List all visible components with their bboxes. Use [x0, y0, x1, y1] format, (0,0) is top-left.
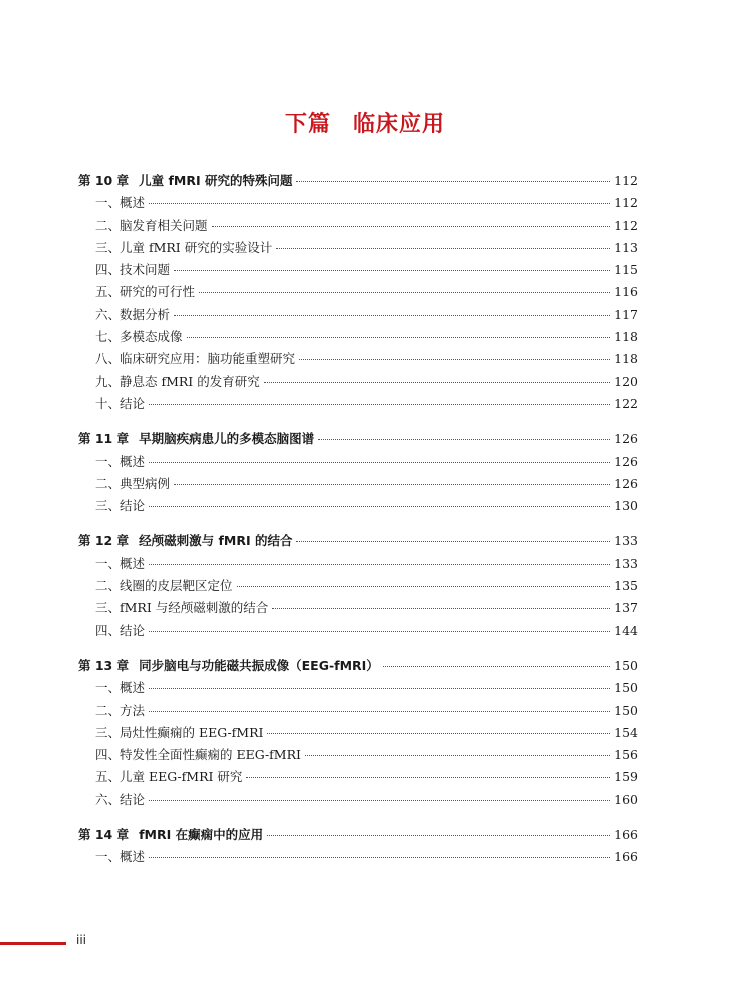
section-entry[interactable] — [78, 259, 638, 281]
chapter-page: 166 — [614, 827, 638, 843]
chapter-number: 第 14 章 — [78, 827, 130, 843]
chapter-entry[interactable] — [78, 655, 638, 677]
dot-leader — [149, 857, 610, 858]
section-title: 五、研究的可行性 — [95, 284, 196, 300]
dot-leader — [149, 404, 610, 405]
footer-page-number: iii — [76, 933, 87, 947]
section-entry[interactable] — [78, 237, 638, 259]
chapter-block — [78, 530, 638, 641]
section-page: 144 — [614, 622, 638, 638]
chapter-number: 第 11 章 — [78, 431, 130, 447]
section-entry[interactable] — [78, 744, 638, 766]
chapter-page: 126 — [614, 431, 638, 447]
section-title: 二、线圈的皮层靶区定位 — [95, 578, 233, 594]
section-title: 六、结论 — [95, 791, 146, 807]
section-title: 三、结论 — [95, 498, 146, 514]
section-title: 三、局灶性癫痫的 EEG-fMRI — [95, 724, 264, 740]
dot-leader — [149, 711, 610, 712]
dot-leader — [246, 777, 610, 778]
dot-leader — [149, 631, 610, 632]
section-page: 113 — [614, 239, 638, 255]
dot-leader — [296, 541, 610, 542]
section-page: 120 — [614, 373, 638, 389]
section-entry[interactable] — [78, 371, 638, 393]
section-entry[interactable] — [78, 393, 638, 415]
dot-leader — [318, 439, 610, 440]
dot-leader — [267, 733, 610, 734]
section-entry[interactable] — [78, 304, 638, 326]
chapter-page: 112 — [614, 173, 638, 188]
section-page: 150 — [614, 702, 638, 718]
section-page: 126 — [614, 453, 638, 469]
section-page: 135 — [614, 578, 638, 594]
table-of-contents — [78, 170, 638, 882]
chapter-entry[interactable] — [78, 530, 638, 552]
section-page: 159 — [614, 769, 638, 785]
section-title: 八、临床研究应用：脑功能重塑研究 — [95, 351, 296, 367]
dot-leader — [174, 270, 610, 271]
footer-accent-bar — [0, 942, 66, 945]
part-title — [0, 107, 730, 138]
chapter-title: 儿童 fMRI 研究的特殊问题 — [139, 173, 293, 188]
section-title: 二、典型病例 — [95, 475, 171, 491]
section-title: 一、概述 — [95, 680, 146, 696]
section-entry[interactable] — [78, 451, 638, 473]
chapter-entry[interactable] — [78, 824, 638, 846]
section-entry[interactable] — [78, 700, 638, 722]
part-name: 临床应用 — [353, 112, 446, 137]
section-title: 二、脑发育相关问题 — [95, 217, 208, 233]
chapter-page: 133 — [614, 533, 638, 549]
chapter-entry[interactable] — [78, 428, 638, 450]
dot-leader — [276, 248, 610, 249]
section-entry[interactable] — [78, 597, 638, 619]
chapter-block — [78, 428, 638, 517]
section-page: 116 — [614, 284, 638, 300]
dot-leader — [305, 755, 610, 756]
chapter-page: 150 — [614, 657, 638, 673]
section-entry[interactable] — [78, 553, 638, 575]
dot-leader — [149, 203, 610, 204]
section-entry[interactable] — [78, 846, 638, 868]
section-page: 122 — [614, 395, 638, 411]
section-title: 一、概述 — [95, 849, 146, 865]
dot-leader — [149, 800, 610, 801]
section-title: 三、儿童 fMRI 研究的实验设计 — [95, 239, 273, 255]
dot-leader — [296, 181, 610, 182]
section-title: 一、概述 — [95, 555, 146, 571]
chapter-title: fMRI 在癫痫中的应用 — [139, 827, 264, 843]
dot-leader — [149, 688, 610, 689]
section-page: 112 — [614, 217, 638, 233]
dot-leader — [149, 462, 610, 463]
chapter-block — [78, 824, 638, 869]
chapter-number: 第 12 章 — [78, 533, 130, 549]
section-page: 117 — [614, 306, 638, 322]
chapter-title: 早期脑疾病患儿的多模态脑图谱 — [139, 431, 315, 447]
chapter-number: 第 10 章 — [78, 173, 130, 188]
dot-leader — [267, 835, 610, 836]
section-title: 一、概述 — [95, 453, 146, 469]
section-page: 156 — [614, 747, 638, 763]
dot-leader — [299, 359, 610, 360]
section-page: 166 — [614, 849, 638, 865]
section-page: 112 — [614, 195, 638, 211]
dot-leader — [149, 506, 610, 507]
section-page: 150 — [614, 680, 638, 696]
section-title: 二、方法 — [95, 702, 146, 718]
section-page: 115 — [614, 262, 638, 278]
part-label: 下篇 — [284, 112, 331, 137]
section-entry[interactable] — [78, 766, 638, 788]
section-entry[interactable] — [78, 789, 638, 811]
section-entry[interactable] — [78, 192, 638, 214]
section-entry[interactable] — [78, 281, 638, 303]
chapter-block — [78, 170, 638, 415]
dot-leader — [149, 564, 610, 565]
chapter-block — [78, 655, 638, 811]
chapter-title: 经颅磁刺激与 fMRI 的结合 — [139, 533, 293, 549]
section-title: 四、结论 — [95, 622, 146, 638]
section-title: 三、fMRI 与经颅磁刺激的结合 — [95, 600, 269, 616]
section-page: 130 — [614, 498, 638, 514]
section-title: 五、儿童 EEG-fMRI 研究 — [95, 769, 243, 785]
section-page: 118 — [614, 329, 638, 345]
section-entry[interactable] — [78, 473, 638, 495]
section-page: 126 — [614, 475, 638, 491]
chapter-entry[interactable] — [78, 170, 638, 192]
dot-leader — [212, 226, 611, 227]
dot-leader — [237, 586, 611, 587]
section-page: 118 — [614, 351, 638, 367]
dot-leader — [383, 666, 610, 667]
section-entry[interactable] — [78, 677, 638, 699]
dot-leader — [187, 337, 611, 338]
section-entry[interactable] — [78, 348, 638, 370]
section-entry[interactable] — [78, 326, 638, 348]
section-title: 七、多模态成像 — [95, 329, 183, 345]
section-page: 154 — [614, 724, 638, 740]
section-title: 四、特发性全面性癫痫的 EEG-fMRI — [95, 747, 301, 763]
dot-leader — [174, 315, 610, 316]
dot-leader — [174, 484, 610, 485]
chapter-title: 同步脑电与功能磁共振成像（EEG-fMRI） — [139, 657, 379, 673]
section-entry[interactable] — [78, 722, 638, 744]
section-title: 一、概述 — [95, 195, 146, 211]
section-entry[interactable] — [78, 620, 638, 642]
section-title: 十、结论 — [95, 395, 146, 411]
section-page: 137 — [614, 600, 638, 616]
section-entry[interactable] — [78, 495, 638, 517]
chapter-number: 第 13 章 — [78, 657, 130, 673]
dot-leader — [272, 608, 610, 609]
section-title: 六、数据分析 — [95, 306, 171, 322]
section-title: 四、技术问题 — [95, 262, 171, 278]
dot-leader — [264, 382, 610, 383]
section-page: 160 — [614, 791, 638, 807]
section-title: 九、静息态 fMRI 的发育研究 — [95, 373, 260, 389]
dot-leader — [199, 292, 610, 293]
section-entry[interactable] — [78, 575, 638, 597]
section-entry[interactable] — [78, 215, 638, 237]
section-page: 133 — [614, 555, 638, 571]
